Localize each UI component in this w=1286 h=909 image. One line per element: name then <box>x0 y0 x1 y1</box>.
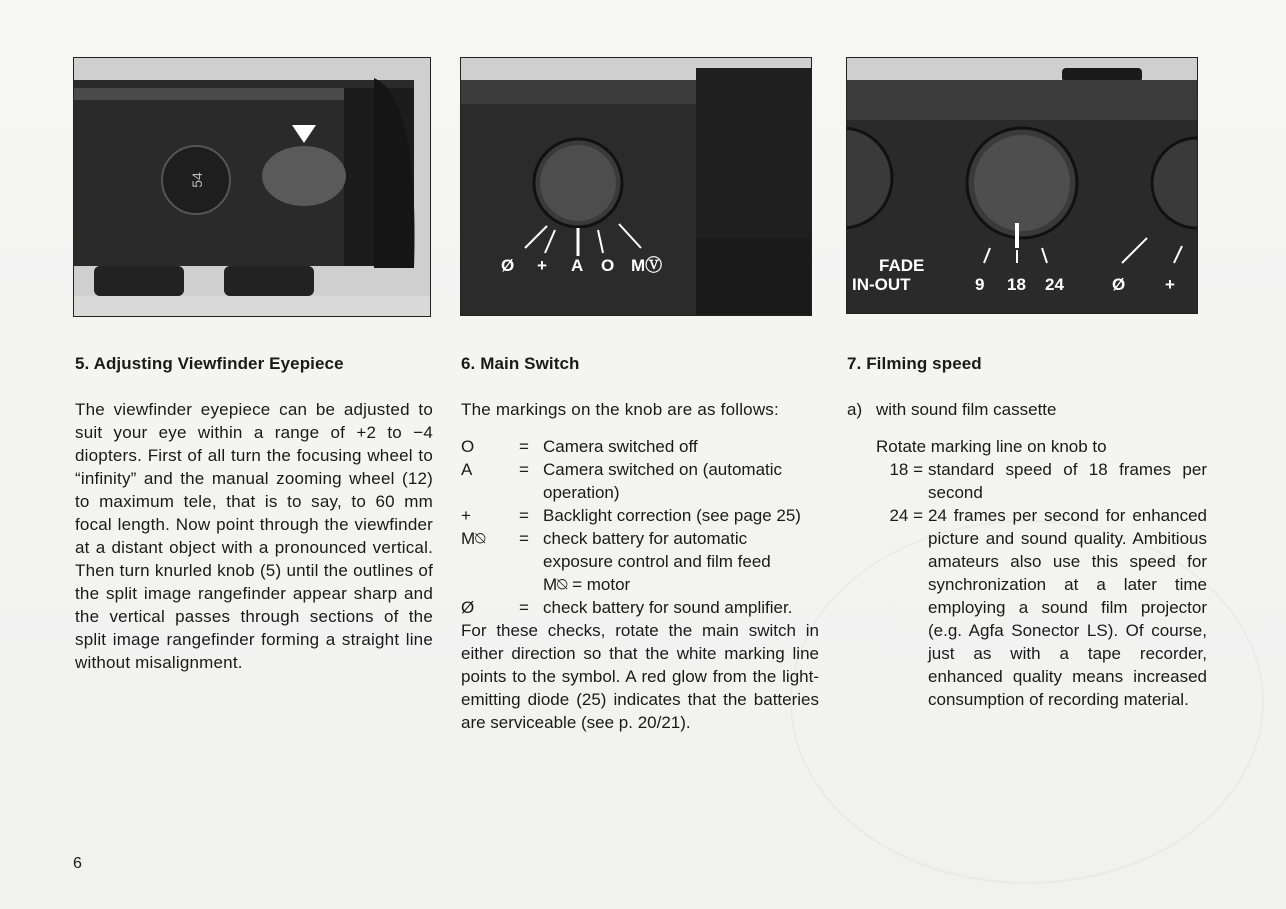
equals-sign: = <box>519 506 529 525</box>
legend-symbol: A <box>461 460 473 479</box>
legend-text: Camera switched on (automatic operation) <box>543 460 783 502</box>
fade-label-1: FADE <box>879 256 925 275</box>
speed-number: 24 = <box>889 506 923 525</box>
speed-label-18: 18 <box>1007 275 1026 294</box>
right-label-plus: + <box>1165 275 1175 294</box>
section-main-switch <box>461 352 819 734</box>
knob-label-o: O <box>601 256 615 275</box>
legend-text: Backlight correction (see page 25) <box>543 506 801 525</box>
equals-sign: = <box>519 437 529 456</box>
speed-label-9: 9 <box>975 275 985 294</box>
section-intro: The markings on the knob are as follows: <box>461 400 779 419</box>
legend-text: Camera switched off <box>543 437 698 456</box>
legend-text: check battery for automatic exposure control and film feed <box>543 529 771 571</box>
page-number: 6 <box>73 855 82 872</box>
knob-label-sound: Ø <box>501 256 515 275</box>
section-filming-speed <box>847 352 1207 711</box>
section-body: The viewfinder eyepiece can be adjusted to suit your eye within a range of +2 to −4 diopters. First of all turn the focusing wheel to “infinity” and the manual zooming wheel (12) to maximum tele, that is to say, to 60 mm focal length. Now point through the viewfinder at a distant object with a pronounced vertical. Then turn knurled knob (5) until the outlines of the split image rangefinder appear sharp and the vertical passes through sections of the split image rangefinder forming a straight line without misalignment. <box>75 400 433 672</box>
legend-text: check battery for sound amplifier. <box>543 598 793 617</box>
legend-item <box>461 527 819 573</box>
speed-text: standard speed of 18 frames per second <box>928 460 1207 502</box>
number-label: 54 <box>189 172 205 188</box>
speed-label-24: 24 <box>1045 275 1064 294</box>
speed-item <box>847 504 1207 711</box>
indent-spacer <box>847 504 876 711</box>
section-viewfinder <box>75 352 433 674</box>
legend-symbol: + <box>461 506 471 525</box>
section-heading: 5. Adjusting Viewfinder Eyepiece <box>75 354 344 373</box>
subsection-label: a) <box>847 400 863 419</box>
legend-item <box>461 504 819 527</box>
legend-item <box>461 458 819 504</box>
speed-intro: Rotate marking line on knob to <box>876 437 1107 456</box>
legend-symbol: Ø <box>461 598 475 617</box>
section-after-text: For these checks, rotate the main switch in either direction so that the white marking line points to the symbol. A red glow from the light-emitting diode (25) indicates that the batteries are serviceable (see p. 20/21). <box>461 621 819 732</box>
knob-label-plus: + <box>537 256 547 275</box>
main-switch-photo <box>460 57 812 316</box>
speed-text: 24 frames per second for enhanced picture and sound quality. Ambitious amateurs also use this speed for synchronization at a later time employing a sound film projector (e.g. Agfa Sonector LS). Of course, just as with a tape recorder, enhanced quality means increased consumption of recording material. <box>928 506 1207 709</box>
subsection-text: with sound film cassette <box>876 400 1057 419</box>
equals-sign: = <box>519 529 529 548</box>
legend-symbol: M⍉ <box>461 529 486 548</box>
viewfinder-photo <box>73 57 431 317</box>
knob-label-motor: MⓋ <box>631 256 663 275</box>
equals-sign: = <box>519 460 529 479</box>
legend-item <box>461 596 819 619</box>
knob-label-a: A <box>571 256 584 275</box>
subsection-a <box>847 398 1207 421</box>
equals-sign: = <box>519 598 529 617</box>
filming-speed-photo <box>846 57 1198 314</box>
legend-item <box>461 435 819 458</box>
right-label-sound: Ø <box>1112 275 1126 294</box>
fade-label-2: IN-OUT <box>852 275 911 294</box>
speed-number: 18 = <box>889 460 923 479</box>
section-heading: 6. Main Switch <box>461 354 580 373</box>
legend-symbol: O <box>461 437 475 456</box>
speed-item <box>847 458 1207 504</box>
section-heading: 7. Filming speed <box>847 354 982 373</box>
motor-note: M⍉ = motor <box>543 575 631 594</box>
indent-spacer <box>847 458 876 504</box>
